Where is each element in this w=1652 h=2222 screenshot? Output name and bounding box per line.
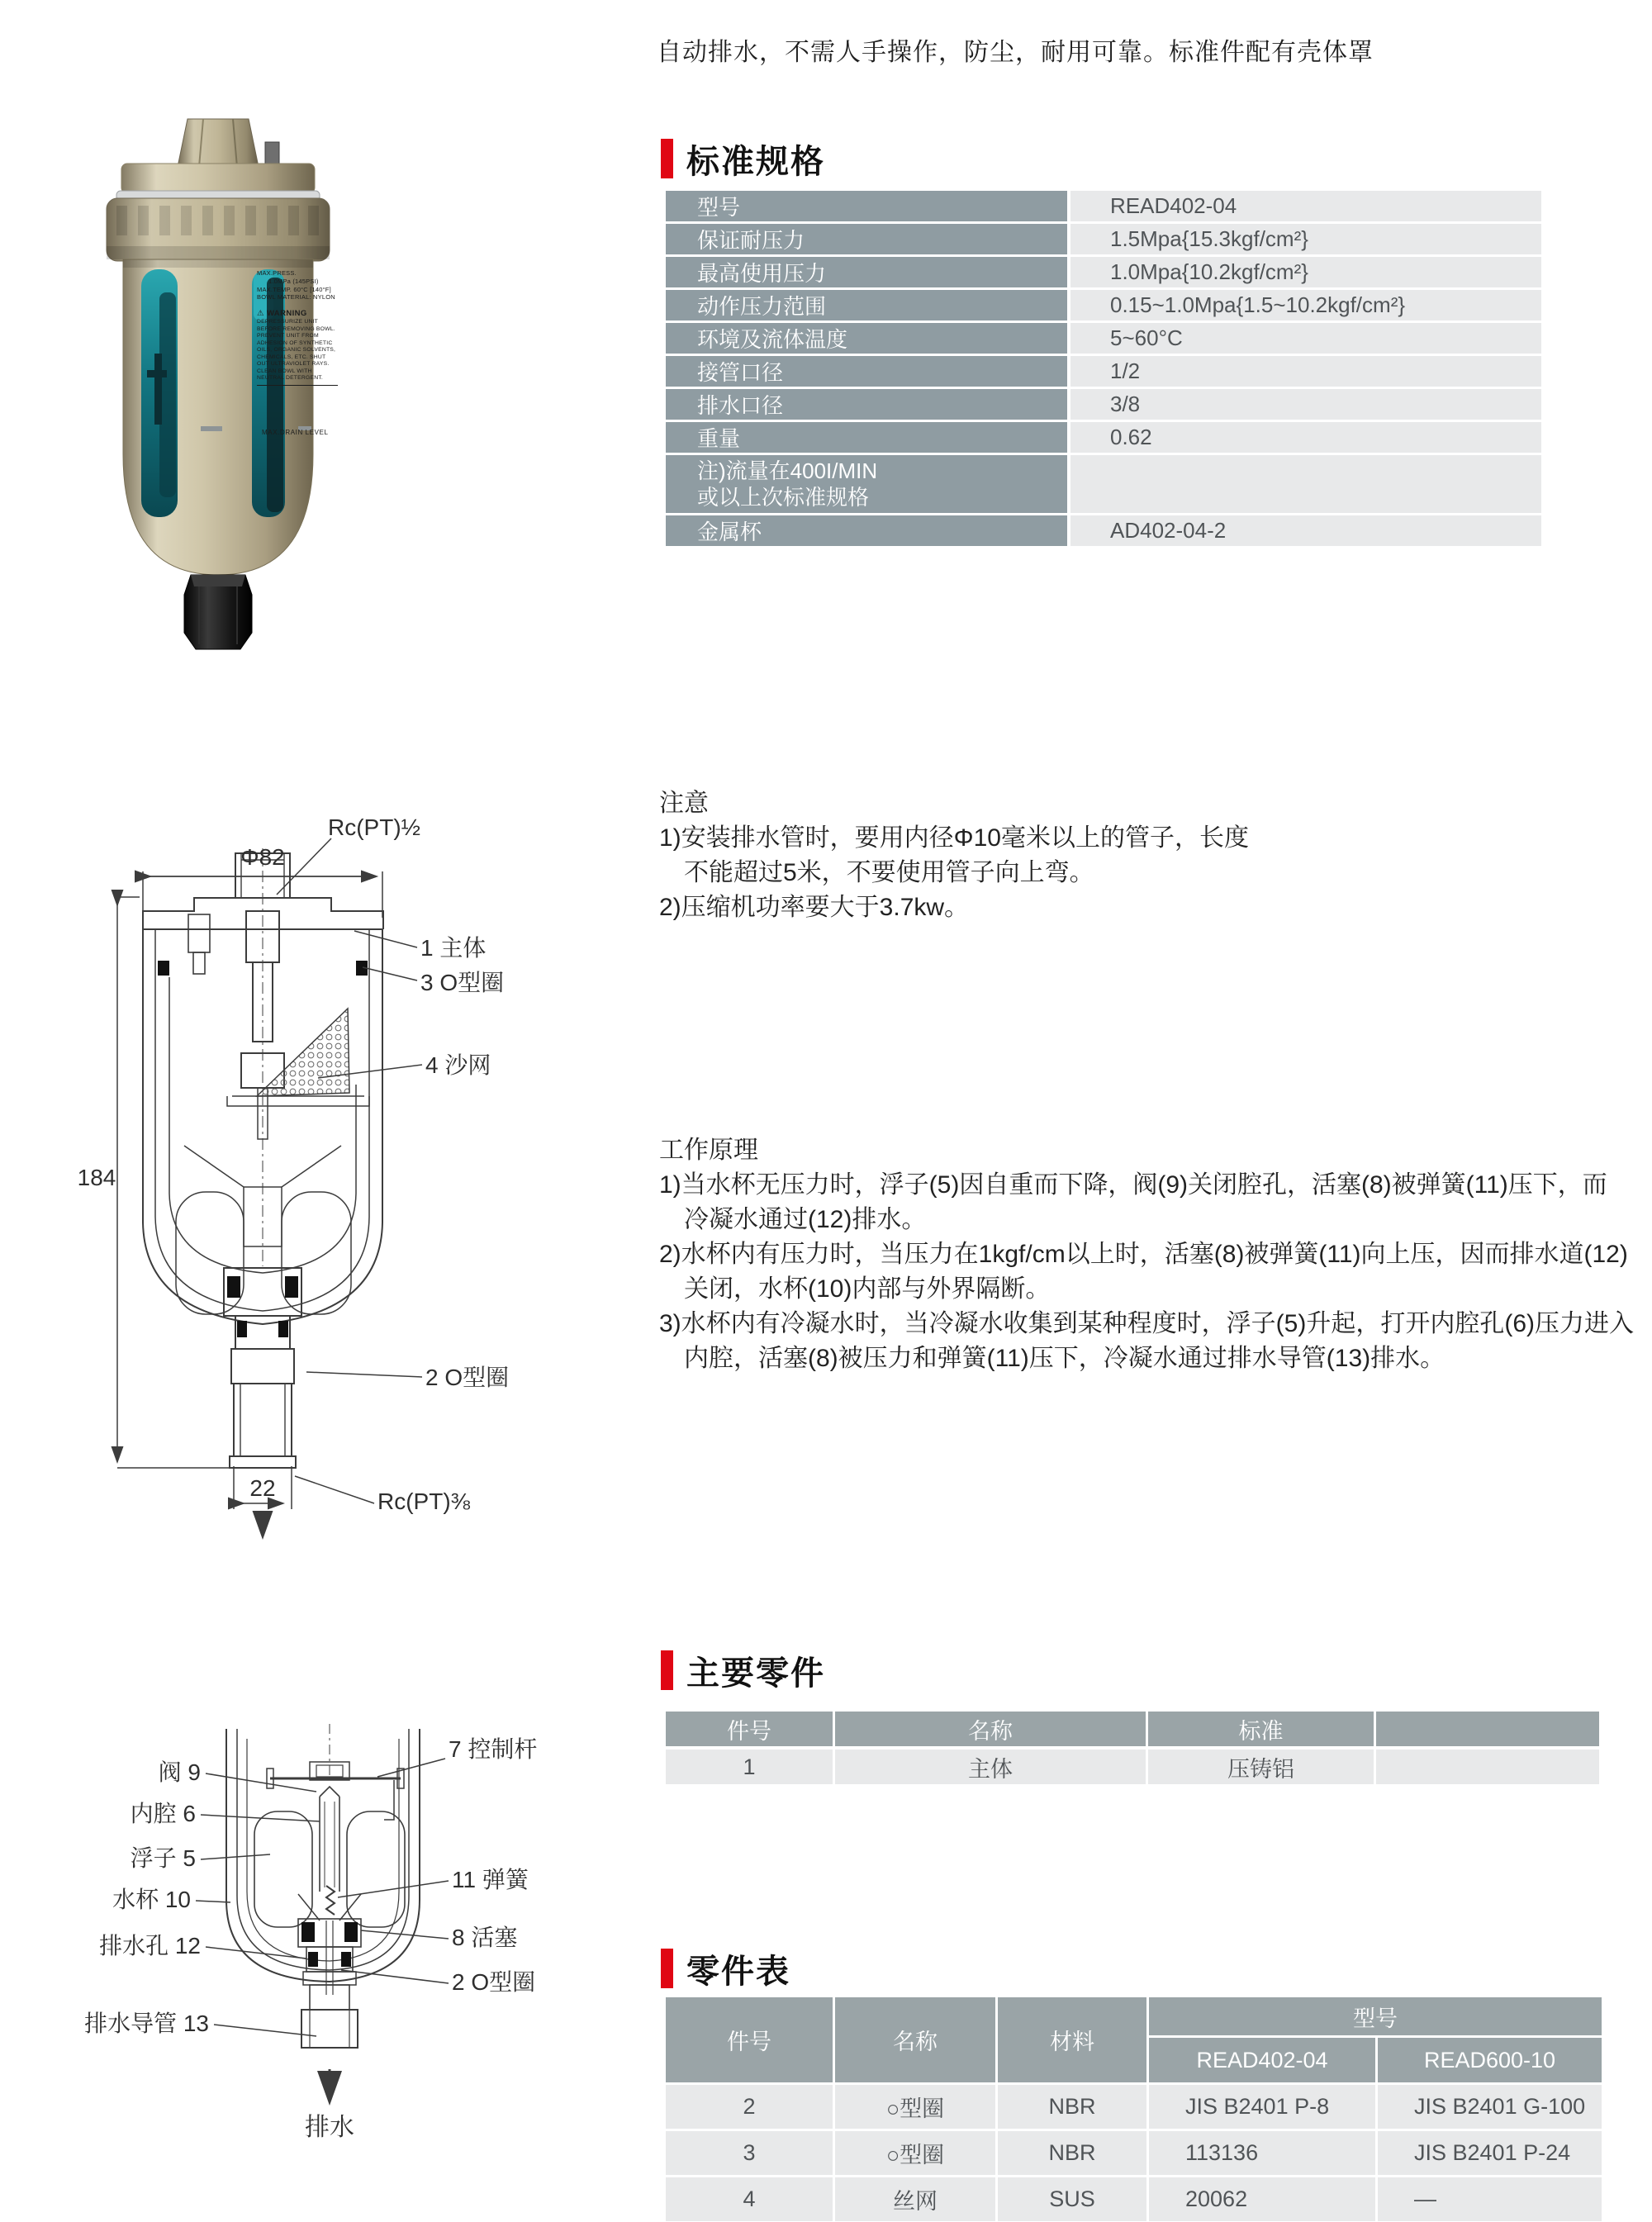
callout-piston: 8 活塞 bbox=[452, 1925, 518, 1950]
spec-label-line1: 注)流量在400I/MIN bbox=[697, 458, 878, 483]
spec-value bbox=[1070, 455, 1541, 513]
spec-value: 1.5Mpa{15.3kgf/cm²} bbox=[1070, 224, 1541, 254]
callout-spring: 11 弹簧 bbox=[452, 1867, 529, 1892]
table-row bbox=[666, 389, 1541, 420]
spec-value: READ402-04 bbox=[1070, 191, 1541, 221]
table-cell: 丝网 bbox=[835, 2177, 995, 2221]
principle-line: 3)水杯内有冷凝水时，当冷凝水收集到某种程度时，浮子(5)升起，打开内腔孔(6)压力进入 bbox=[659, 1310, 1635, 1337]
callout-mesh: 4 沙网 bbox=[425, 1052, 491, 1078]
section-specs-title: 标准规格 bbox=[686, 143, 825, 180]
section-main-parts bbox=[661, 1650, 825, 1690]
table-cell: NBR bbox=[998, 2085, 1146, 2129]
section-specs bbox=[661, 139, 825, 178]
dim-top-thread-label: Rc(PT)½ bbox=[328, 814, 420, 840]
table-cell-empty bbox=[1376, 1750, 1599, 1784]
max-drain-level: MAX.DRAIN LEVEL bbox=[262, 428, 329, 436]
dimension-diagram bbox=[70, 805, 582, 1549]
warning-icon: ⚠ bbox=[257, 309, 264, 318]
print-max-temp: MAX.TEMP. 60°C [140°F] bbox=[257, 285, 331, 293]
principle-line: 关闭，水杯(10)内部与外界隔断。 bbox=[684, 1275, 1051, 1303]
notes-line: 不能超过5米，不要使用管子向上弯。 bbox=[684, 859, 1094, 886]
table-cell: 2 bbox=[666, 2085, 833, 2129]
callout-cavity: 内腔 6 bbox=[130, 1801, 196, 1826]
table-cell: 1 bbox=[666, 1750, 833, 1784]
section-parts-list bbox=[661, 1949, 790, 1988]
column-header: 件号 bbox=[666, 1997, 833, 2082]
callout-valve: 阀 9 bbox=[158, 1759, 201, 1785]
callout-float: 浮子 5 bbox=[130, 1845, 196, 1871]
dim-bottom-thread-label: Rc(PT)⅜ bbox=[377, 1488, 470, 1514]
spec-value: 1.0Mpa{10.2kgf/cm²} bbox=[1070, 257, 1541, 287]
column-header: 名称 bbox=[835, 1712, 1146, 1746]
principle-line: 冷凝水通过(12)排水。 bbox=[684, 1206, 927, 1233]
red-bar-icon bbox=[661, 1650, 673, 1690]
table-cell: JIS B2401 P-24 bbox=[1378, 2131, 1602, 2175]
parts-list-table bbox=[666, 1997, 1601, 2221]
principle-line: 1)当水杯无压力时，浮子(5)因自重而下降，阀(9)关闭腔孔，活塞(8)被弹簧(11)压下，而 bbox=[659, 1171, 1607, 1199]
table-cell: 主体 bbox=[835, 1750, 1146, 1784]
intro-text: 自动排水，不需人手操作，防尘，耐用可靠。标准件配有壳体罩 bbox=[657, 39, 1374, 66]
red-bar-icon bbox=[661, 1949, 673, 1988]
callout-drain-hole: 排水孔 12 bbox=[99, 1933, 201, 1958]
table-cell: — bbox=[1378, 2177, 1602, 2221]
product-photo bbox=[95, 107, 339, 681]
notes-line: 2)压缩机功率要大于3.7kw。 bbox=[659, 894, 970, 921]
spec-label: 型号 bbox=[666, 191, 1067, 221]
spec-label: 金属杯 bbox=[666, 515, 1067, 546]
spec-label bbox=[666, 455, 1067, 513]
warning-heading bbox=[257, 309, 338, 319]
table-row bbox=[666, 323, 1541, 354]
callout-cup: 水杯 10 bbox=[112, 1887, 191, 1912]
notes-title: 注意 bbox=[659, 790, 709, 817]
principle-block bbox=[659, 1133, 1634, 1376]
spec-label: 动作压力范围 bbox=[666, 290, 1067, 320]
column-header: 材料 bbox=[998, 1997, 1146, 2082]
column-header-model2: READ600-10 bbox=[1378, 2038, 1602, 2082]
spec-value: 0.15~1.0Mpa{1.5~10.2kgf/cm²} bbox=[1070, 290, 1541, 320]
print-max-press: MAX.PRESS. bbox=[257, 269, 297, 277]
section-main-parts-title: 主要零件 bbox=[686, 1655, 825, 1692]
table-row bbox=[666, 515, 1541, 546]
principle-line: 2)水杯内有压力时，当压力在1kgf/cm以上时，活塞(8)被弹簧(11)向上压，因而排水道(12) bbox=[659, 1241, 1628, 1268]
spec-value: 0.62 bbox=[1070, 422, 1541, 453]
table-row bbox=[666, 191, 1541, 221]
table-row bbox=[666, 356, 1541, 387]
spec-value: 1/2 bbox=[1070, 356, 1541, 387]
spec-value: 5~60°C bbox=[1070, 323, 1541, 354]
table-row bbox=[666, 257, 1541, 287]
principle-line: 内腔，活塞(8)被压力和弹簧(11)压下，冷凝水通过排水导管(13)排水。 bbox=[684, 1345, 1446, 1372]
callout-oring: 2 O型圈 bbox=[452, 1969, 536, 1995]
drain-label: 排水 bbox=[305, 2114, 354, 2141]
table-cell: ○型圈 bbox=[835, 2085, 995, 2129]
table-cell: ○型圈 bbox=[835, 2131, 995, 2175]
table-row bbox=[666, 224, 1541, 254]
red-bar-icon bbox=[661, 139, 673, 178]
table-cell: 4 bbox=[666, 2177, 833, 2221]
callout-control-rod: 7 控制杆 bbox=[449, 1736, 538, 1762]
bowl-printed-text bbox=[257, 269, 338, 437]
notes-block bbox=[659, 786, 1249, 925]
callout-drain-pipe: 排水导管 13 bbox=[84, 2011, 209, 2036]
column-header: 名称 bbox=[835, 1997, 995, 2082]
callout-oring3: 3 O型圈 bbox=[420, 970, 505, 995]
dim-diameter-label: Φ82 bbox=[240, 844, 285, 870]
table-cell: 113136 bbox=[1149, 2131, 1375, 2175]
main-parts-table bbox=[666, 1712, 1601, 1784]
spec-label: 保证耐压力 bbox=[666, 224, 1067, 254]
column-header-empty bbox=[1376, 1712, 1599, 1746]
notes-line: 1)安装排水管时，要用内径Φ10毫米以上的管子，长度 bbox=[659, 824, 1249, 852]
spec-value: AD402-04-2 bbox=[1070, 515, 1541, 546]
spec-label: 重量 bbox=[666, 422, 1067, 453]
table-cell: 压铸铝 bbox=[1148, 1750, 1374, 1784]
column-header: 标准 bbox=[1148, 1712, 1374, 1746]
callout-oring2: 2 O型圈 bbox=[425, 1365, 510, 1390]
spec-label-line2: 或以上次标准规格 bbox=[697, 485, 870, 510]
spec-label: 接管口径 bbox=[666, 356, 1067, 387]
table-cell: SUS bbox=[998, 2177, 1146, 2221]
table-row bbox=[666, 290, 1541, 320]
print-bowl-material: BOWL MATERIAL: NYLON bbox=[257, 293, 335, 301]
dim-width-label: 22 bbox=[249, 1475, 276, 1501]
warning-body: DEPRESSURIZE UNIT BEFORE REMOVING BOWL. PREVENT UNIT FROM ADHESION OF SYNTHETIC OILS, ORGANIC SOLVENTS, CHEMICALS, ETC. SHUT OUT ULTRAVIOLET RAYS. CLEAN BOWL WITH NEUTRAL DETERGENT. bbox=[257, 319, 338, 385]
table-row bbox=[666, 455, 1541, 513]
table-row bbox=[666, 422, 1541, 453]
table-cell: JIS B2401 P-8 bbox=[1149, 2085, 1375, 2129]
table-cell: JIS B2401 G-100 bbox=[1378, 2085, 1602, 2129]
column-header-model1: READ402-04 bbox=[1149, 2038, 1375, 2082]
parts-diagram bbox=[54, 1722, 574, 2185]
print-press-value: 1.0MPa (145PSI) bbox=[268, 277, 319, 285]
warning-title: WARNING bbox=[266, 309, 307, 318]
spec-label: 最高使用压力 bbox=[666, 257, 1067, 287]
spec-table bbox=[666, 191, 1541, 548]
callout-body: 1 主体 bbox=[420, 935, 487, 961]
section-parts-list-title: 零件表 bbox=[686, 1953, 790, 1990]
column-header-model: 型号 bbox=[1149, 1997, 1602, 2035]
spec-label: 排水口径 bbox=[666, 389, 1067, 420]
dim-height-label: 184 bbox=[77, 1165, 116, 1190]
spec-value: 3/8 bbox=[1070, 389, 1541, 420]
table-cell: 20062 bbox=[1149, 2177, 1375, 2221]
table-cell: NBR bbox=[998, 2131, 1146, 2175]
table-cell: 3 bbox=[666, 2131, 833, 2175]
spec-label: 环境及流体温度 bbox=[666, 323, 1067, 354]
principle-title: 工作原理 bbox=[659, 1137, 758, 1164]
column-header: 件号 bbox=[666, 1712, 833, 1746]
